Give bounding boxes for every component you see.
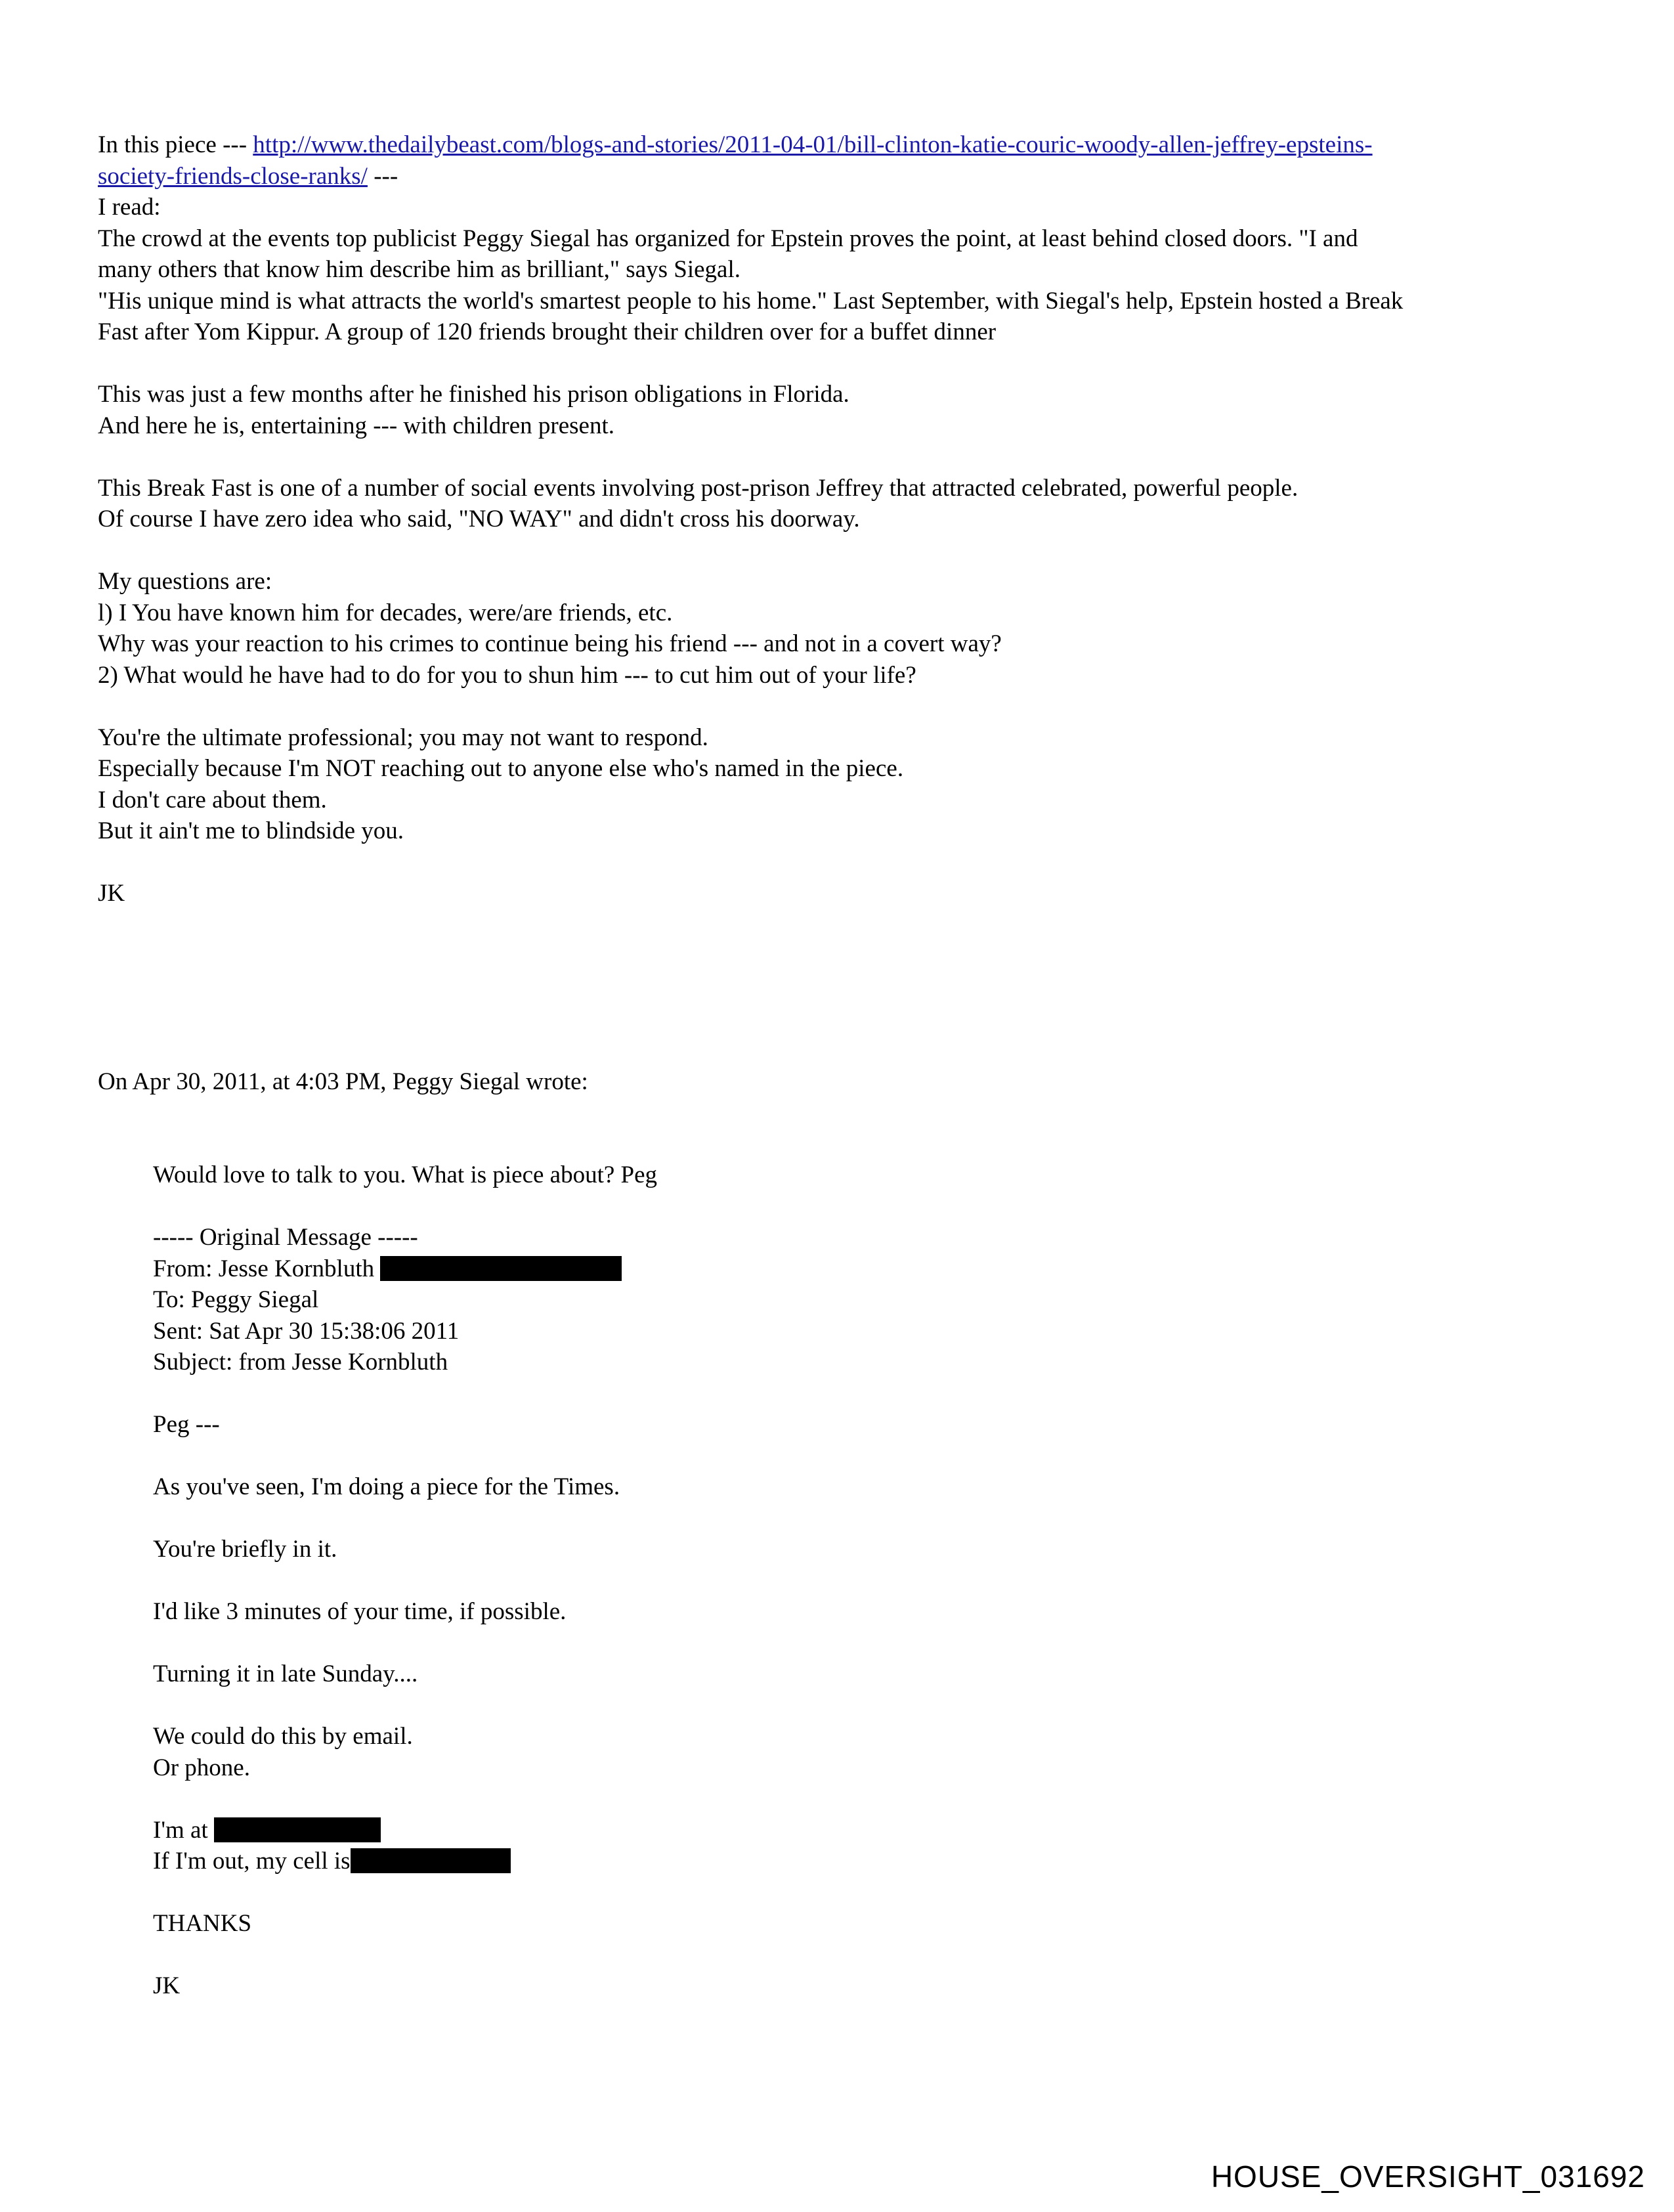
from-line bbox=[153, 1253, 1532, 1285]
im-at-text: I'm at bbox=[153, 1816, 208, 1844]
reply-header-text: On Apr 30, 2011, at 4:03 PM, Peggy Siegal wrote: bbox=[98, 1068, 588, 1095]
closing-line: Especially because I'm NOT reaching out to anyone else who's named in the piece. bbox=[98, 755, 904, 782]
from-text: From: Jesse Kornbluth bbox=[153, 1255, 375, 1282]
closing-line: I don't care about them. bbox=[98, 786, 327, 813]
subject-line: Subject: from Jesse Kornbluth bbox=[153, 1349, 448, 1376]
to-line: To: Peggy Siegal bbox=[153, 1286, 319, 1313]
article-link-continued[interactable]: society-friends-close-ranks/ bbox=[98, 162, 368, 190]
redaction-block bbox=[351, 1848, 511, 1873]
question-2: 2) What would he have had to do for you to shun him --- to cut him out of your life? bbox=[98, 661, 916, 689]
redaction-block bbox=[380, 1256, 622, 1281]
question-1: l) I You have known him for decades, were/are friends, etc. bbox=[98, 599, 673, 626]
intro-line-2 bbox=[98, 161, 1581, 192]
greeting: Peg --- bbox=[153, 1411, 220, 1438]
email-body bbox=[98, 129, 1581, 909]
paragraph-line: Of course I have zero idea who said, "NO WAY" and didn't cross his doorway. bbox=[98, 506, 860, 532]
paragraph-line: And here he is, entertaining --- with children present. bbox=[98, 412, 615, 439]
reply-header bbox=[98, 1066, 1581, 1098]
closing-line: You're the ultimate professional; you may not want to respond. bbox=[98, 724, 708, 751]
cell-text: If I'm out, my cell is bbox=[153, 1848, 351, 1875]
questions-intro: My questions are: bbox=[98, 568, 272, 595]
quote-line: many others that know him describe him as brilliant," says Siegal. bbox=[98, 256, 740, 283]
closing-line: But it ain't me to blindside you. bbox=[98, 817, 404, 844]
intro-line bbox=[98, 129, 1581, 161]
paragraph-line: This was just a few months after he finished his prison obligations in Florida. bbox=[98, 381, 849, 408]
thanks: THANKS bbox=[153, 1910, 252, 1937]
message-line: I'd like 3 minutes of your time, if possible. bbox=[153, 1598, 567, 1625]
message-line: Turning it in late Sunday.... bbox=[153, 1660, 418, 1687]
intro-prefix: In this piece --- bbox=[98, 131, 253, 158]
intro-suffix: --- bbox=[367, 162, 398, 190]
message-line: Or phone. bbox=[153, 1754, 250, 1781]
question-1-continued: Why was your reaction to his crimes to continue being his friend --- and not in a covert way? bbox=[98, 630, 1002, 657]
signature: JK bbox=[98, 880, 125, 907]
paragraph-line: This Break Fast is one of a number of social events involving post-prison Jeffrey that attracted celebrated, powerful people. bbox=[98, 474, 1298, 502]
quote-line: "His unique mind is what attracts the world's smartest people to his home." Last September, with Siegal's help, Epstein hosted a Break bbox=[98, 287, 1404, 314]
article-link[interactable]: http://www.thedailybeast.com/blogs-and-stories/2011-04-01/bill-clinton-katie-couric-woody-allen-jeffrey-epsteins- bbox=[253, 131, 1373, 158]
message-line: As you've seen, I'm doing a piece for the Times. bbox=[153, 1473, 620, 1500]
quote-line: Fast after Yom Kippur. A group of 120 friends brought their children over for a buffet dinner bbox=[98, 318, 997, 345]
message-line: We could do this by email. bbox=[153, 1723, 413, 1750]
cell-line bbox=[153, 1846, 1532, 1877]
redaction-block bbox=[214, 1817, 381, 1842]
sent-line: Sent: Sat Apr 30 15:38:06 2011 bbox=[153, 1317, 460, 1345]
quoted-signature: JK bbox=[153, 1972, 181, 1999]
quote-line: The crowd at the events top publicist Peggy Siegal has organized for Epstein proves the point, at least behind closed doors. "I and bbox=[98, 225, 1358, 252]
quoted-message bbox=[153, 1160, 1532, 2002]
reply-text: Would love to talk to you. What is piece about? Peg bbox=[153, 1161, 658, 1188]
bates-number: HOUSE_OVERSIGHT_031692 bbox=[1211, 2159, 1645, 2194]
phone-line bbox=[153, 1815, 1532, 1846]
i-read-text: I read: bbox=[98, 194, 161, 221]
message-line: You're briefly in it. bbox=[153, 1536, 337, 1563]
original-message-label: ----- Original Message ----- bbox=[153, 1224, 418, 1251]
